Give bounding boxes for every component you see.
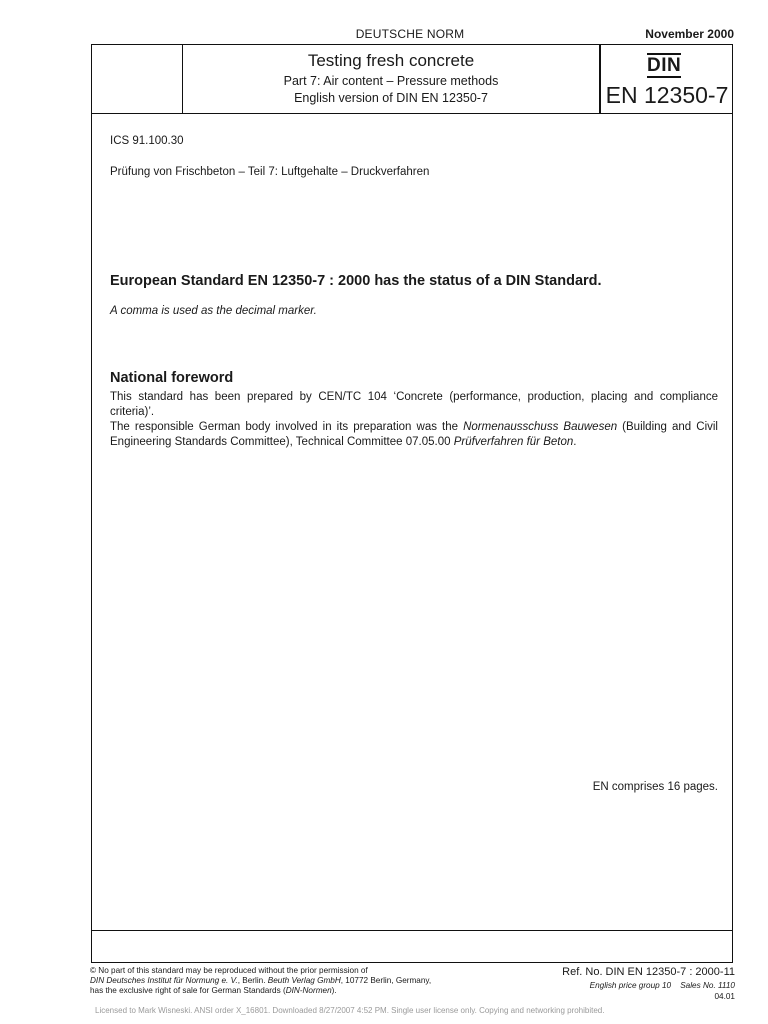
copyright-org: DIN Deutsches Institut für Normung e. V.: [90, 976, 238, 985]
national-foreword-paragraph: [110, 420, 718, 450]
document-subtitle-part: Part 7: Air content – Pressure methods: [283, 74, 499, 88]
price-group: English price group 10: [589, 981, 672, 990]
title-block: [92, 45, 732, 114]
sales-number: Sales No. 1110: [680, 981, 735, 990]
page-count: EN comprises 16 pages.: [592, 781, 718, 793]
copyright-notice: [90, 966, 510, 996]
text-run: ).: [331, 986, 337, 995]
bottom-strip: [92, 930, 732, 962]
decimal-note: A comma is used as the decimal marker.: [110, 305, 317, 317]
divider: [599, 45, 601, 113]
document-title: Testing fresh concrete: [307, 51, 475, 70]
din-logo: [647, 55, 681, 77]
copyright-line: © No part of this standard may be reproduced without the prior permission of: [90, 966, 368, 975]
document-code: 04.01: [714, 992, 735, 1001]
logo-bar: [647, 53, 681, 55]
price-info: [590, 981, 735, 990]
text-run: .: [573, 436, 577, 448]
text-run: (Building and Civil Engineering Standards Committee), Technical Committee 07.05.00: [110, 421, 718, 448]
national-foreword-heading: National foreword: [110, 370, 234, 386]
german-title: Prüfung von Frischbeton – Teil 7: Luftgehalte – Druckverfahren: [110, 166, 430, 178]
text-run: has the exclusive right of sale for German Standards (: [90, 986, 286, 995]
status-statement: European Standard EN 12350-7 : 2000 has the status of a DIN Standard.: [110, 273, 602, 289]
license-watermark: Licensed to Mark Wisneski. ANSI order X_16801. Downloaded 8/27/2007 4:52 PM. Single user license only. Copying and networking prohibited.: [95, 1006, 605, 1015]
committee-name: Normenausschuss Bauwesen: [463, 421, 618, 433]
national-foreword-paragraph: This standard has been prepared by CEN/TC 104 ‘Concrete (performance, production, placing and compliance criteria)’.: [110, 391, 718, 418]
ics-code: ICS 91.100.30: [110, 135, 184, 147]
technical-committee-name: Prüfverfahren für Beton: [453, 436, 574, 448]
norm-label: DEUTSCHE NORM: [355, 27, 465, 41]
logo-underline: [647, 76, 681, 78]
document-frame: [91, 44, 733, 963]
text-run: , Berlin.: [237, 976, 268, 985]
publication-date: November 2000: [645, 27, 734, 41]
document-subtitle-version: English version of DIN EN 12350-7: [294, 91, 488, 105]
copyright-publisher: Beuth Verlag GmbH: [267, 976, 341, 985]
copyright-line: [90, 986, 510, 996]
text-run: The responsible German body involved in its preparation was the: [110, 421, 464, 433]
standard-number: EN 12350-7: [605, 82, 729, 108]
copyright-line: [90, 976, 510, 986]
text-run: DIN-Normen: [285, 986, 332, 995]
reference-number: Ref. No. DIN EN 12350-7 : 2000-11: [562, 966, 735, 978]
logo-text: DIN: [647, 55, 682, 76]
text-run: , 10772 Berlin, Germany,: [340, 976, 432, 985]
